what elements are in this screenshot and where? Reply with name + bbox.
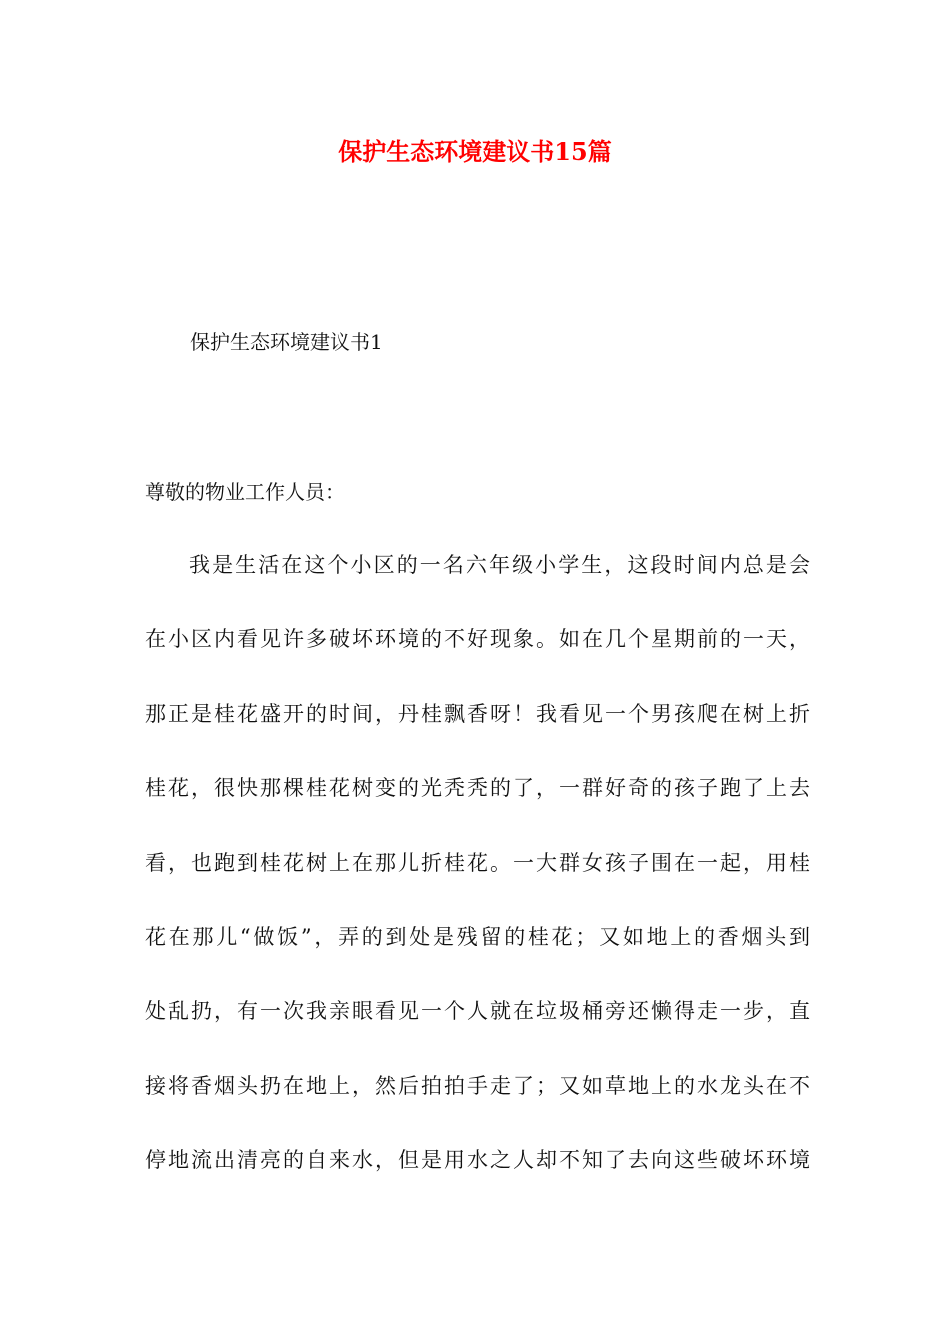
letter-paragraph [145,550,810,1220]
paragraph-line: 在小区内看见许多破坏环境的不好现象。如在几个星期前的一天， [145,627,810,652]
section-heading: 保护生态环境建议书1 [190,330,383,354]
paragraph-line: 那正是桂花盛开的时间，丹桂飘香呀！我看见一个男孩爬在树上折 [145,701,810,726]
salutation: 尊敬的物业工作人员： [145,480,345,504]
paragraph-line: 我是生活在这个小区的一名六年级小学生，这段时间内总是会 [189,553,810,577]
document-title: 保护生态环境建议书15篇 [338,137,612,166]
paragraph-line: 停地流出清亮的自来水，但是用水之人却不知了去向这些破坏环境 [145,1148,810,1173]
paragraph-line: 花在那儿“做饭”，弄的到处是残留的桂花；又如地上的香烟头到 [145,924,810,949]
paragraph-line: 桂花，很快那棵桂花树变的光秃秃的了，一群好奇的孩子跑了上去 [145,776,810,801]
paragraph-line: 处乱扔，有一次我亲眼看见一个人就在垃圾桶旁还懒得走一步，直 [145,999,810,1024]
paragraph-line: 看，也跑到桂花树上在那儿折桂花。一大群女孩子围在一起，用桂 [145,850,810,875]
paragraph-line: 接将香烟头扔在地上，然后拍拍手走了；又如草地上的水龙头在不 [145,1073,810,1098]
